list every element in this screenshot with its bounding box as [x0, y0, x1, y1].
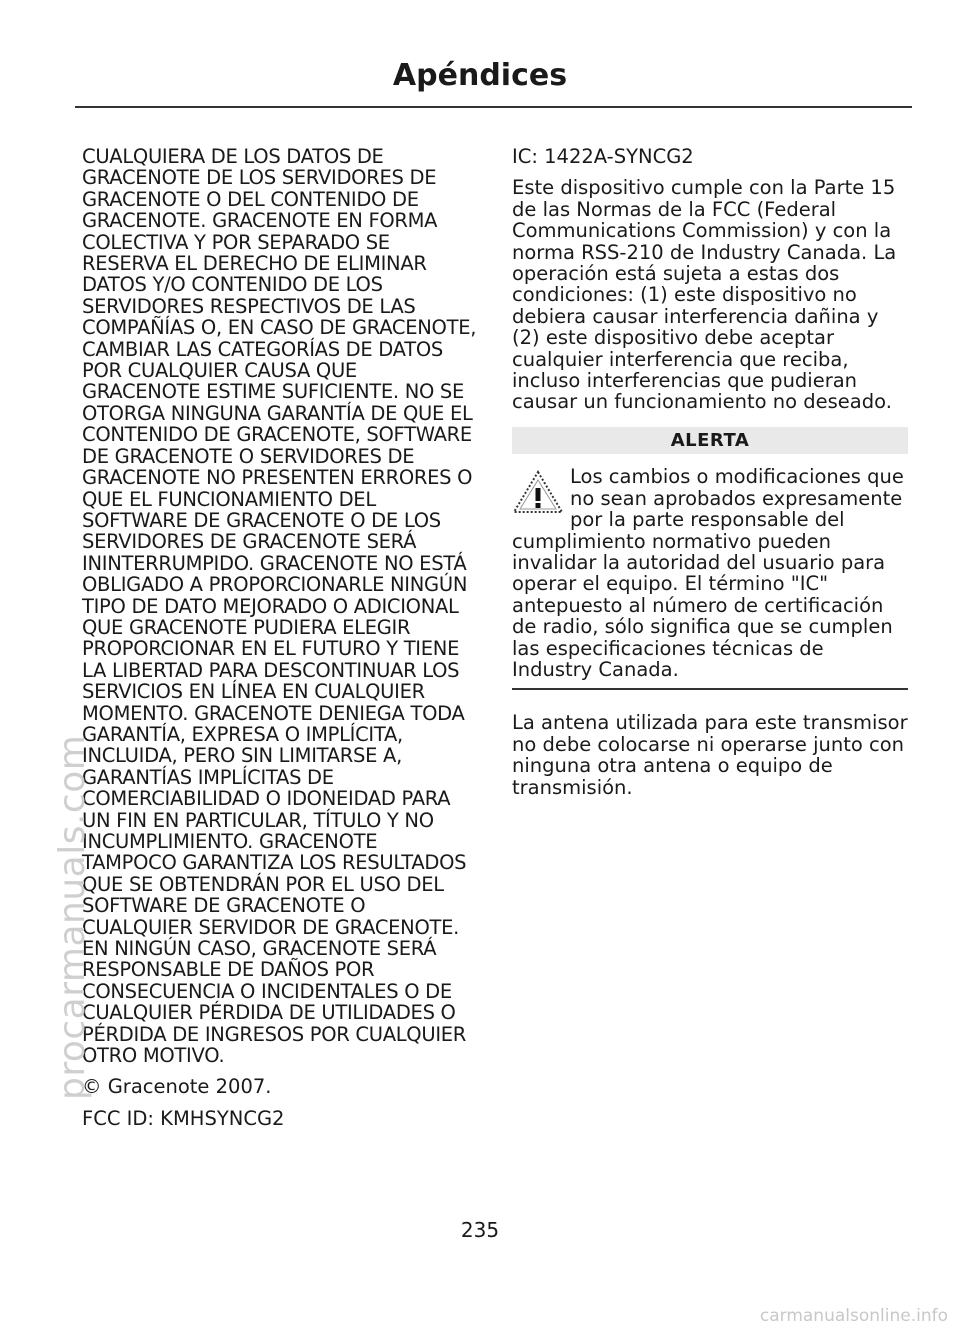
- left-column: [82, 146, 477, 1139]
- alert-divider: [512, 688, 908, 690]
- compliance-paragraph: Este dispositivo cumple con la Parte 15 de las Normas de la FCC (Federal Communications Commission) y con la norma RSS-210 de Industry Canada. La operación está sujeta a estas dos condiciones: (1) este dispositivo no debiera causar interferencia dañina y (2) este dispositivo debe aceptar cualquier interferencia que reciba, incluso interferencias que pudieran causar un funcionamiento no deseado.: [512, 176, 897, 414]
- watermark-bottom: carmanualsonline.info: [759, 1306, 948, 1326]
- right-column: [512, 146, 908, 808]
- header-divider: [75, 106, 912, 108]
- ic-line: IC: 1422A-SYNCG2: [512, 145, 694, 168]
- alert-heading: ALERTA: [512, 427, 908, 454]
- disclaimer-paragraph: CUALQUIERA DE LOS DATOS DE GRACENOTE DE LOS SERVIDORES DE GRACENOTE O DEL CONTENIDO DE GRACENOTE. GRACENOTE EN FORMA COLECTIVA Y POR SEPARADO SE RESERVA EL DERECHO DE ELIMINAR DATOS Y/O CONTENIDO DE LOS SERVIDORES RESPECTIVOS DE LAS COMPAÑÍAS O, EN CASO DE GRACENOTE, CAMBIAR LAS CATEGORÍAS DE DATOS POR CUALQUIER CAUSA QUE GRACENOTE ESTIME SUFICIENTE. NO SE OTORGA NINGUNA GARANTÍA DE QUE EL CONTENIDO DE GRACENOTE, SOFTWARE DE GRACENOTE O SERVIDORES DE GRACENOTE NO PRESENTEN ERRORES O QUE EL FUNCIONAMIENTO DEL SOFTWARE DE GRACENOTE O DE LOS SERVIDORES DE GRACENOTE SERÁ ININTERRUMPIDO. GRACENOTE NO ESTÁ OBLIGADO A PROPORCIONARLE NINGÚN TIPO DE DATO MEJORADO O ADICIONAL QUE GRACENOTE PUDIERA ELEGIR PROPORCIONAR EN EL FUTURO Y TIENE LA LIBERTAD PARA DESCONTINUAR LOS SERVICIOS EN LÍNEA EN CUALQUIER MOMENTO. GRACENOTE DENIEGA TODA GARANTÍA, EXPRESA O IMPLÍCITA, INCLUIDA, PERO SIN LIMITARSE A, GARANTÍAS IMPLÍCITAS DE COMERCIABILIDAD O IDONEIDAD PARA UN FIN EN PARTICULAR, TÍTULO Y NO INCUMPLIMIENTO. GRACENOTE TAMPOCO GARANTIZA LOS RESULTADOS QUE SE OBTENDRÁN POR EL USO DEL SOFTWARE DE GRACENOTE O CUALQUIER SERVIDOR DE GRACENOTE. EN NINGÚN CASO, GRACENOTE SERÁ RESPONSABLE DE DAÑOS POR CONSECUENCIA O INCIDENTALES O DE CUALQUIER PÉRDIDA DE UTILIDADES O PÉRDIDA DE INGRESOS POR CUALQUIER OTRO MOTIVO.: [82, 145, 477, 1068]
- antenna-paragraph: La antena utilizada para este transmisor no debe colocarse ni operarse junto con ninguna otra antena o equipo de transmisión.: [512, 711, 908, 799]
- copyright-line: © Gracenote 2007.: [82, 1075, 272, 1099]
- page-number: 235: [460, 1218, 500, 1242]
- watermark-left: procarmanuals.com: [52, 734, 93, 1100]
- alert-text: Los cambios o modificaciones que no sean aprobados expresamente por la parte responsable del cumplimiento normativo pueden invalidar la autoridad del usuario para operar el equipo. El término "IC" antepuesto al número de certificación de radio, sólo significa que se cumplen las especificaciones técnicas de Industry Canada.: [512, 465, 904, 681]
- alert-body: [512, 466, 908, 680]
- warning-triangle-icon: [512, 470, 564, 514]
- page-title: Apéndices: [392, 58, 568, 93]
- fcc-id-line: FCC ID: KMHSYNCG2: [82, 1106, 285, 1130]
